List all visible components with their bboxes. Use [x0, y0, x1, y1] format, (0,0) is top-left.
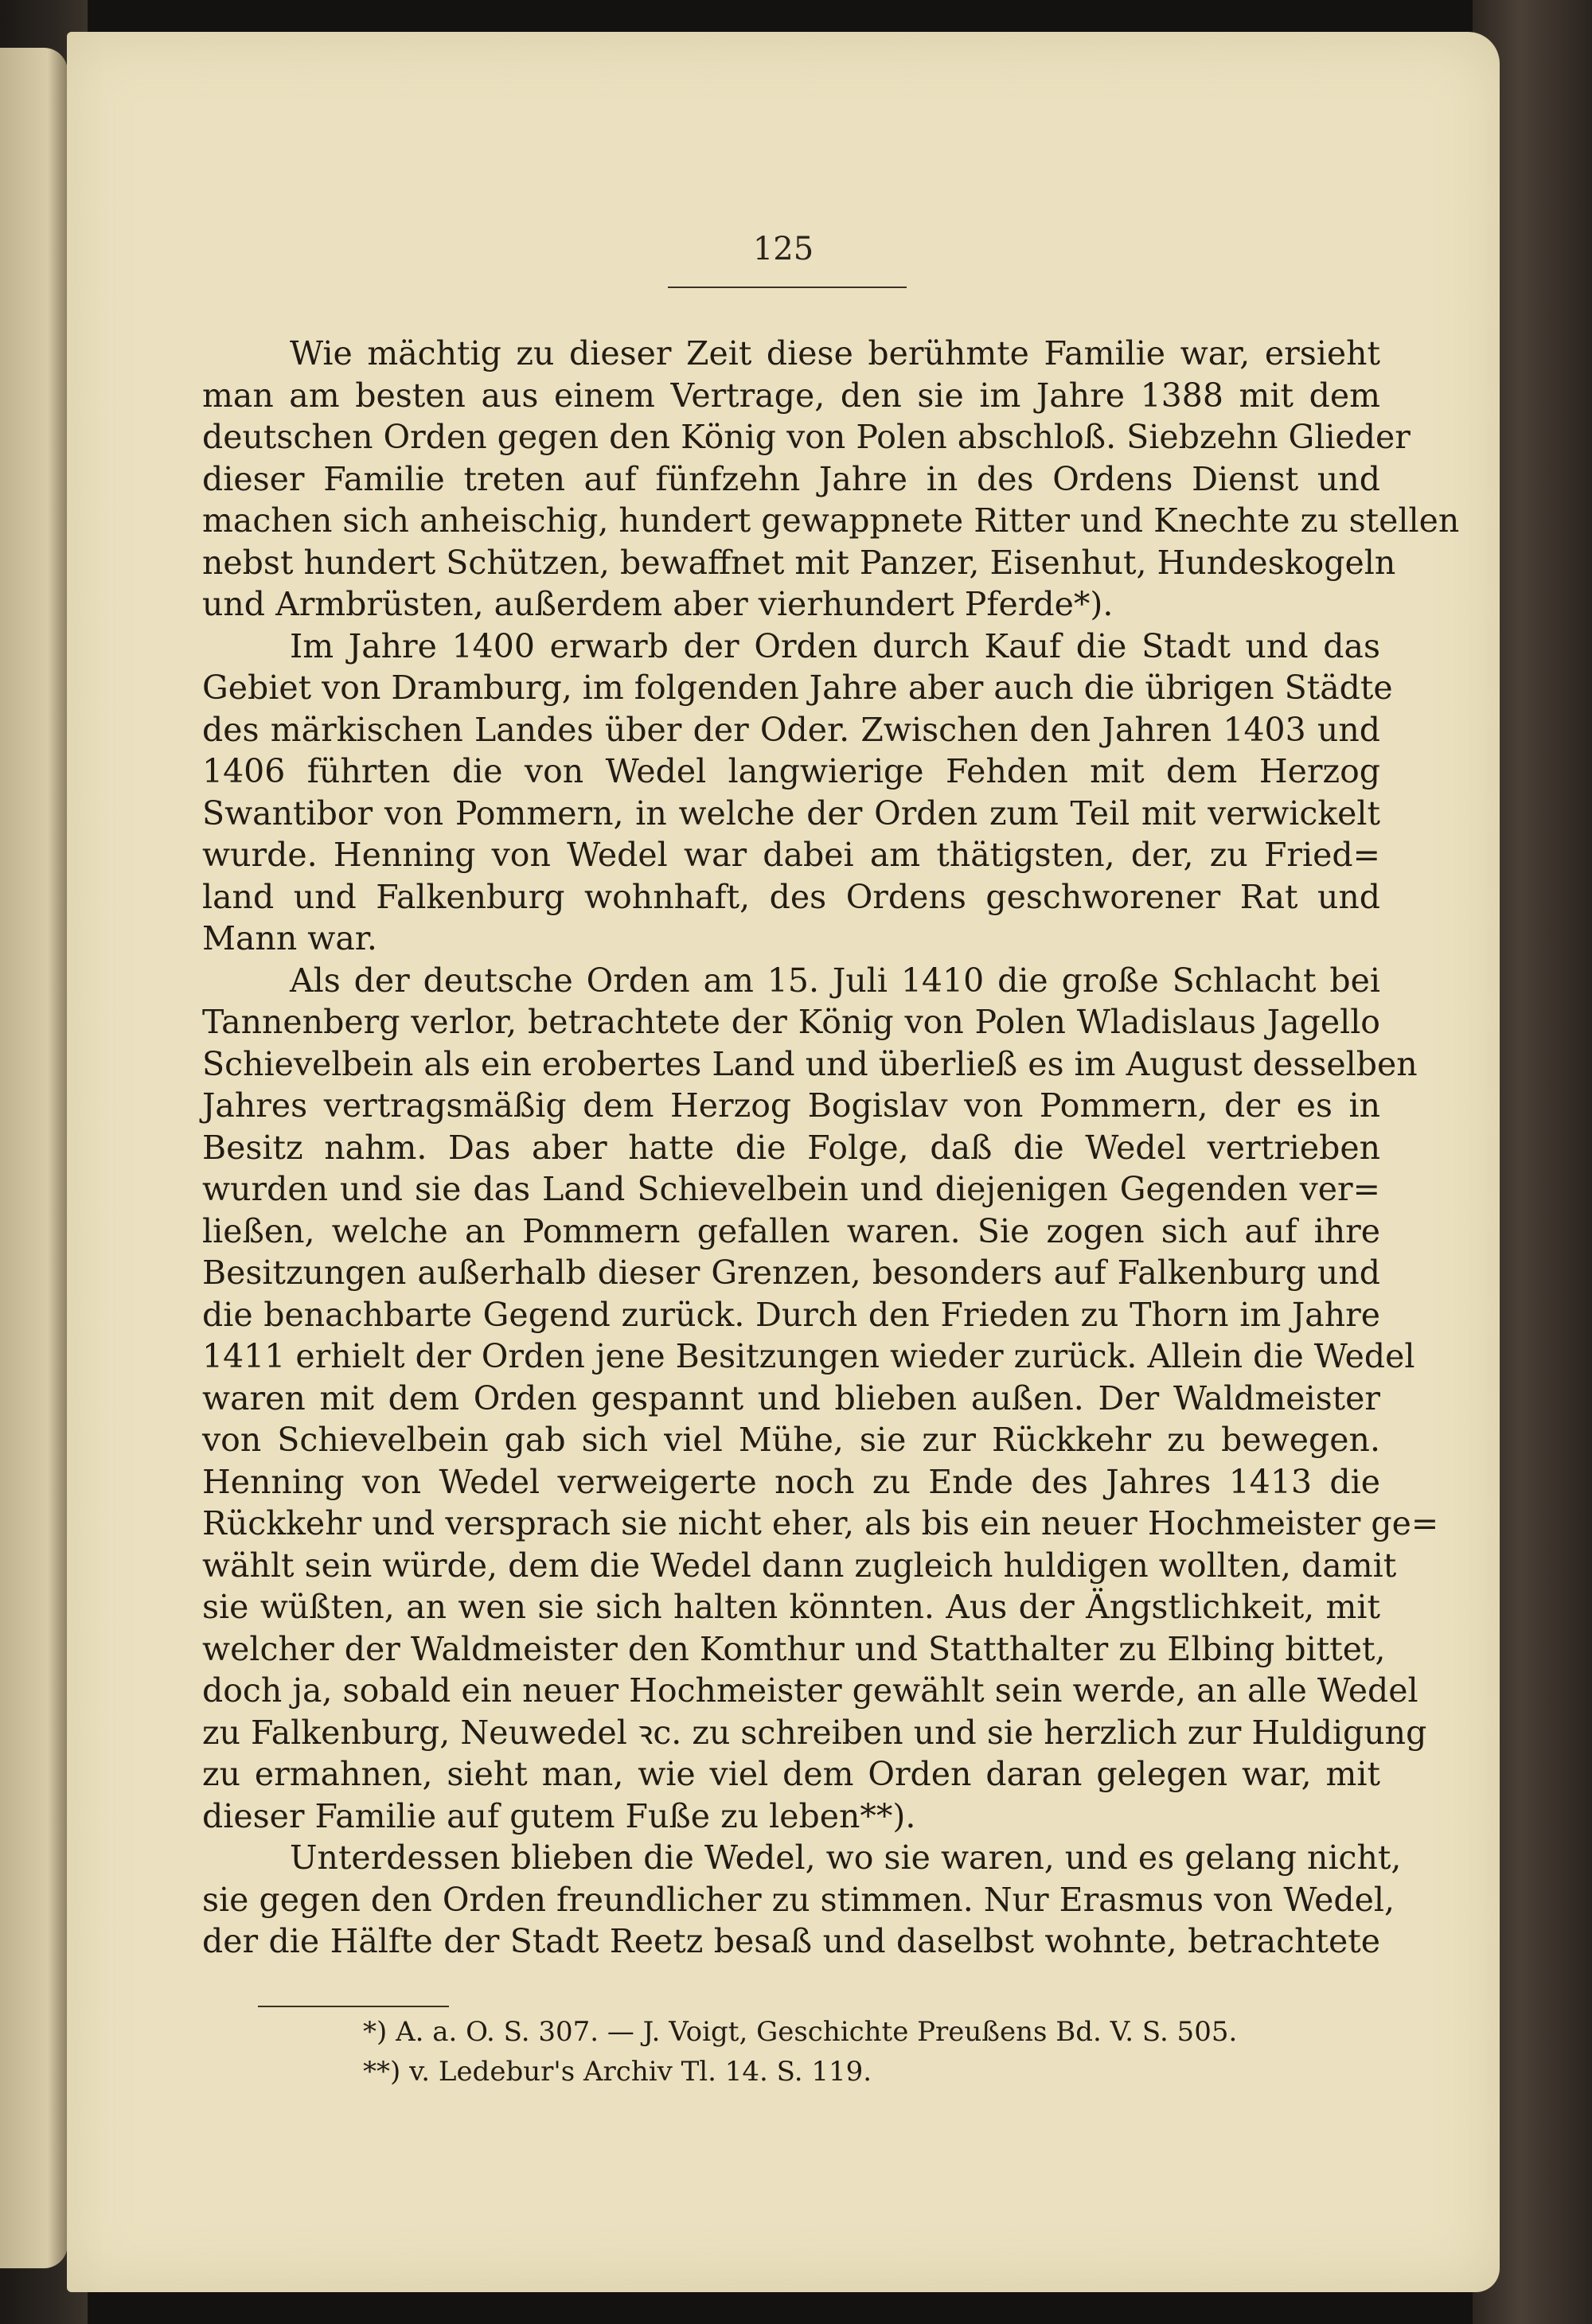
text-line: Mann war.: [202, 919, 377, 957]
text-line: Rückkehr und versprach sie nicht eher, als bis ein neuer Hochmeister ge=: [202, 1504, 1439, 1542]
text-line: dieser Familie auf gutem Fuße zu leben**).: [202, 1796, 916, 1835]
book-page: [67, 32, 1500, 2292]
text-line: Jahres vertragsmäßig dem Herzog Bogislav von Pommern, der es in: [202, 1086, 1380, 1125]
text-line: welcher der Waldmeister den Komthur und Statthalter zu Elbing bittet,: [202, 1629, 1386, 1668]
text-line: Swantibor von Pommern, in welche der Orden zum Teil mit verwickelt: [202, 794, 1380, 833]
text-line: zu Falkenburg, Neuwedel ꝛc. zu schreiben und sie herzlich zur Huldigung: [202, 1713, 1427, 1752]
text-line: und Armbrüsten, außerdem aber vierhundert Pferde*).: [202, 585, 1114, 623]
text-line: der die Hälfte der Stadt Reetz besaß und daselbst wohnte, betrachtete: [202, 1922, 1380, 1960]
footnote: *) A. a. O. S. 307. — J. Voigt, Geschichte Preußens Bd. V. S. 505.: [363, 2016, 1238, 2048]
text-line: dieser Familie treten auf fünfzehn Jahre in des Ordens Dienst und: [202, 459, 1380, 498]
text-line: von Schievelbein gab sich viel Mühe, sie zur Rückkehr zu bewegen.: [202, 1421, 1380, 1459]
text-line: Im Jahre 1400 erwarb der Orden durch Kauf die Stadt und das: [290, 626, 1380, 665]
text-line: 1406 führten die von Wedel langwierige Fehden mit dem Herzog: [202, 752, 1380, 790]
text-line: wurden und sie das Land Schievelbein und diejenigen Gegenden ver=: [202, 1170, 1380, 1208]
text-line: Wie mächtig zu dieser Zeit diese berühmte Familie war, ersieht: [290, 334, 1380, 372]
text-line: man am besten aus einem Vertrage, den sie im Jahre 1388 mit dem: [202, 376, 1380, 415]
text-line: Unterdessen blieben die Wedel, wo sie waren, und es gelang nicht,: [290, 1839, 1402, 1877]
text-line: wurde. Henning von Wedel war dabei am thätigsten, der, zu Fried=: [202, 836, 1380, 874]
footnotes: [363, 2012, 1414, 2092]
text-line: nebst hundert Schützen, bewaffnet mit Panzer, Eisenhut, Hundeskogeln: [202, 543, 1396, 582]
text-line: des märkischen Landes über der Oder. Zwischen den Jahren 1403 und: [202, 710, 1380, 749]
text-line: ließen, welche an Pommern gefallen waren. Sie zogen sich auf ihre: [202, 1211, 1380, 1250]
header-rule: [668, 287, 907, 288]
page-number: 125: [752, 231, 814, 267]
text-line: sie gegen den Orden freundlicher zu stimmen. Nur Erasmus von Wedel,: [202, 1880, 1395, 1919]
text-line: wählt sein würde, dem die Wedel dann zugleich huldigen wollten, damit: [202, 1546, 1397, 1585]
text-line: 1411 erhielt der Orden jene Besitzungen wieder zurück. Allein die Wedel: [202, 1337, 1415, 1375]
text-line: Besitz nahm. Das aber hatte die Folge, daß die Wedel vertrieben: [202, 1128, 1380, 1167]
text-line: deutschen Orden gegen den König von Polen abschloß. Siebzehn Glieder: [202, 418, 1411, 456]
body-text: [202, 333, 1460, 1963]
text-line: Henning von Wedel verweigerte noch zu Ende des Jahres 1413 die: [202, 1462, 1380, 1501]
text-line: waren mit dem Orden gespannt und blieben außen. Der Waldmeister: [202, 1378, 1380, 1417]
text-line: Als der deutsche Orden am 15. Juli 1410 die große Schlacht bei: [290, 961, 1380, 1000]
left-page-edge: [0, 48, 68, 2268]
footnote: **) v. Ledebur's Archiv Tl. 14. S. 119.: [363, 2056, 872, 2088]
text-line: zu ermahnen, sieht man, wie viel dem Orden daran gelegen war, mit: [202, 1755, 1380, 1793]
text-line: die benachbarte Gegend zurück. Durch den Frieden zu Thorn im Jahre: [202, 1295, 1380, 1334]
footnote-rule: [258, 2006, 449, 2007]
text-line: Besitzungen außerhalb dieser Grenzen, besonders auf Falkenburg und: [202, 1254, 1380, 1292]
text-line: doch ja, sobald ein neuer Hochmeister gewählt sein werde, an alle Wedel: [202, 1671, 1418, 1710]
text-line: land und Falkenburg wohnhaft, des Ordens geschworener Rat und: [202, 877, 1380, 916]
text-line: Schievelbein als ein erobertes Land und überließ es im August desselben: [202, 1044, 1418, 1083]
text-line: machen sich anheischig, hundert gewappnete Ritter und Knechte zu stellen: [202, 501, 1460, 540]
text-line: sie wüßten, an wen sie sich halten könnten. Aus der Ängstlichkeit, mit: [202, 1588, 1380, 1626]
text-line: Tannenberg verlor, betrachtete der König von Polen Wladislaus Jagello: [202, 1003, 1380, 1041]
text-line: Gebiet von Dramburg, im folgenden Jahre aber auch die übrigen Städte: [202, 669, 1393, 707]
